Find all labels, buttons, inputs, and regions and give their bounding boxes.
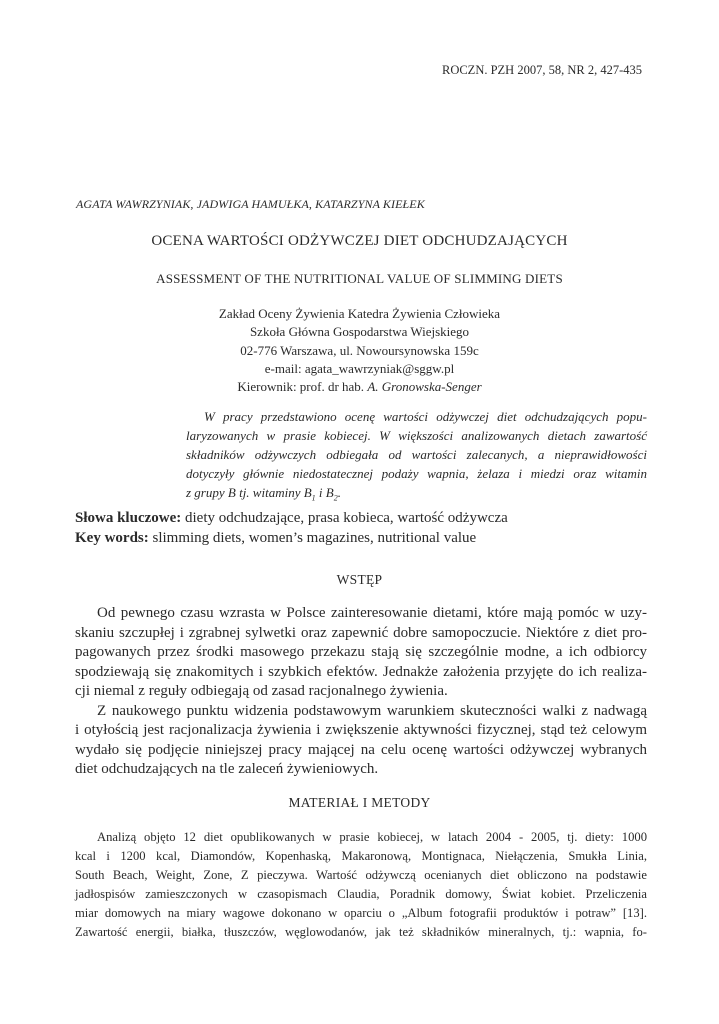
paragraph-line: jadłospisów zamieszczonych w czasopismach Claudia, Poradnik domowy, Świat kobiet. Przeliczenia	[75, 887, 647, 901]
title-polish: OCENA WARTOŚCI ODŻYWCZEJ DIET ODCHUDZAJĄCYCH	[151, 233, 568, 249]
keywords-label: Słowa kluczowe:	[75, 510, 182, 526]
abstract-text: .	[337, 485, 341, 500]
abstract-text: z grupy B tj. witaminy B	[186, 485, 312, 500]
methods-section	[75, 828, 647, 942]
keywords-english	[75, 529, 508, 549]
abstract-line: laryzowanych w prasie kobiecej. W większości analizowanych dietach zawartość	[186, 428, 647, 443]
title-english: ASSESSMENT OF THE NUTRITIONAL VALUE OF SLIMMING DIETS	[156, 271, 563, 286]
paragraph-line: i otyłością jest racjonalizacja żywienia i zwiększenie aktywności fizycznej, stąd też celowym	[75, 722, 647, 738]
head-prefix: Kierownik: prof. dr hab.	[237, 379, 365, 395]
paragraph-line: Od pewnego czasu wzrasta w Polsce zainteresowanie dietami, które mają pomóc w uzy-	[97, 605, 647, 621]
abstract	[186, 407, 647, 508]
abstract-line: składników odżywczych odbiegała od wartości zalecanych, a nieprawidłowości	[186, 447, 647, 462]
paragraph-line: Z naukowego punktu widzenia podstawowym warunkiem skuteczności walki z nadwagą	[97, 702, 647, 719]
keywords-block	[75, 509, 508, 548]
paragraph-line: spodziewają się znakomitych i szybkich efektów. Jednakże założenia przyjęte do ich realiza-	[75, 663, 647, 680]
paragraph-line: miar domowych na miary wagowe dokonano w oparciu o „Album fotografii produktów i potraw” [13].	[75, 906, 647, 920]
subscript: 2	[333, 493, 338, 503]
paragraph-line: Analizą objęto 12 diet opublikowanych w prasie kobiecej, w latach 2004 - 2005, tj. diety: 1000	[97, 830, 647, 844]
abstract-text: i B	[315, 485, 334, 500]
keywords-text: diety odchudzające, prasa kobieca, wartość odżywcza	[181, 510, 508, 526]
section-heading-methods: MATERIAŁ I METODY	[288, 795, 431, 810]
keywords-label: Key words:	[75, 529, 149, 546]
affiliation-block	[0, 305, 719, 396]
keywords-text: slimming diets, women’s magazines, nutritional value	[148, 529, 477, 546]
intro-section	[75, 604, 647, 780]
author-list: AGATA WAWRZYNIAK, JADWIGA HAMUŁKA, KATARZYNA KIEŁEK	[76, 197, 425, 211]
paragraph-line: kcal i 1200 kcal, Diamondów, Kopenhaską, Makaronową, Montignaca, Niełączenia, Smukła Linia,	[75, 849, 647, 863]
paragraph-line: Zawartość energii, białka, tłuszczów, węglowodanów, jak też składników mineralnych, tj.: wapnia, fo-	[75, 925, 647, 939]
affiliation-email: e-mail: agata_wawrzyniak@sggw.pl	[264, 360, 455, 376]
abstract-line: dotyczyły głównie niedostatecznej podaży wapnia, żelaza i miedzi oraz witamin	[186, 466, 647, 481]
abstract-line: W pracy przedstawiono ocenę wartości odżywczej diet odchudzających popu-	[204, 409, 647, 424]
paragraph-line: cji niemal z reguły odbiegają od zasad racjonalnego żywienia.	[75, 683, 448, 699]
head-name: A. Gronowska-Senger	[367, 379, 482, 395]
journal-reference: ROCZN. PZH 2007, 58, NR 2, 427-435	[441, 63, 642, 77]
paragraph-line: wydało się podjęcie niniejszej pracy mającej na celu ocenę wartości odżywczej wybranych	[75, 741, 647, 758]
affiliation-department: Zakład Oceny Żywienia Katedra Żywienia Człowieka	[218, 306, 501, 321]
paragraph-line: South Beach, Weight, Zone, Z pieczywa. Wartość odżywczą ocenianych diet obliczono na podstawie	[75, 868, 647, 882]
abstract-last-line	[186, 483, 647, 508]
affiliation-head	[0, 378, 719, 396]
paragraph-line: skaniu szczupłej i zgrabnej sylwetki oraz zapewnić dobre samopoczucie. Niektóre z diet pro-	[75, 624, 647, 641]
paragraph-line: pagowanych przez środki masowego przekazu stają się szczególnie modne, a ich odbiorcy	[75, 644, 647, 660]
keywords-polish	[75, 509, 508, 529]
affiliation-address: 02-776 Warszawa, ul. Nowoursynowska 159c	[240, 342, 479, 358]
paragraph-line: diet odchudzających na tle zaleceń żywieniowych.	[75, 761, 379, 777]
affiliation-university: Szkoła Główna Gospodarstwa Wiejskiego	[249, 324, 470, 340]
section-heading-intro: WSTĘP	[336, 572, 383, 587]
subscript: 1	[311, 493, 316, 503]
